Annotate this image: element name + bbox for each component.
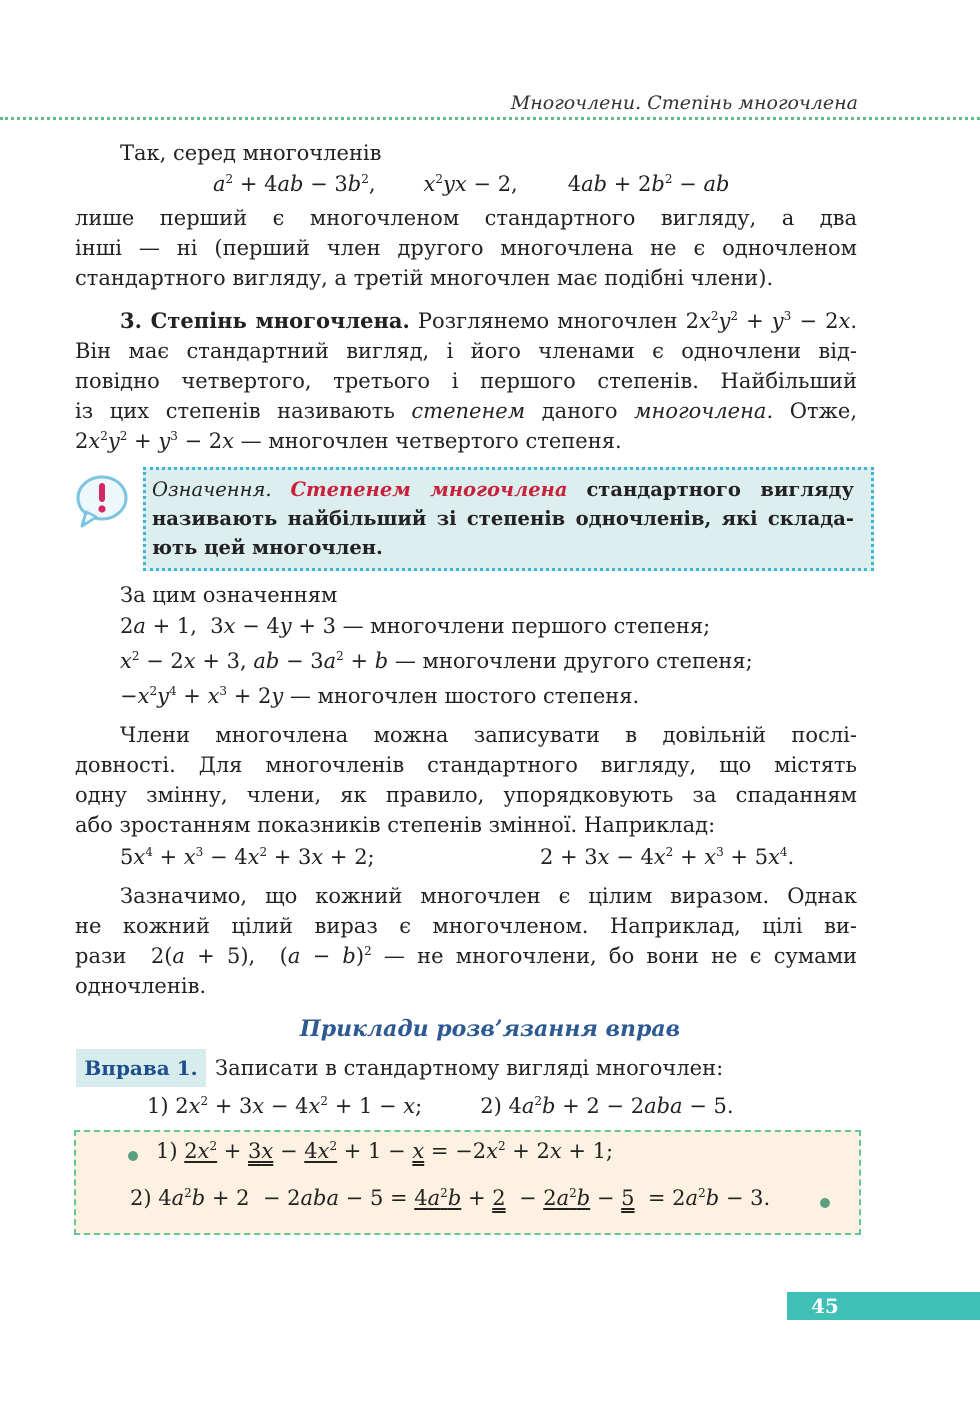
examples-line3: $-x^2y^4 + x^3 + 2y$ — многочлен шостого степеня. [120,684,640,708]
integral-line3: рази 2(a + 5), $(a - b)^2$ — не многочлени, бо вони не є сумами [75,944,858,968]
ordering-line3: одну змінну, члени, як правило, упорядковують за спаданням [75,783,857,807]
examples-line2: $x^2 - 2x + 3$, ab − $3a^2 + b$ — многочлени другого степеня; [120,649,753,673]
ordering-example-asc: $2 + 3x - 4x^2 + x^3 + 5x^4$. [540,845,795,869]
section3-line3: повідно четвертого, третього і першого степенів. Найбільший [75,369,857,393]
exclamation-bubble-icon [74,474,130,530]
definition-term: Степенем многочлена [290,478,568,501]
examples-line1: 2a + 1, 3x − 4y + 3 — многочлени першого степеня; [120,614,711,638]
section3-line5: $2x^2y^2 + y^3 - 2x$ — многочлен четвертого степеня. [75,429,622,453]
intro-polynomials: $a^2 + 4ab - 3b^2$, $x^2yx - 2$, $4ab + 2b^2$ − ab [213,172,730,196]
solution-line2: 2) $4a^2b + 2 - 2aba - 5 = 4a^2b + 2 - 2a^2b - 5 = 2a^2b - 3$. [130,1186,771,1210]
ordering-line2: довності. Для многочленів стандартного вигляду, що містять [75,753,857,777]
examples-intro: За цим означенням [120,583,338,607]
section3-line2: Він має стандартний вигляд, і його членами є одночлени від- [75,339,857,363]
definition-line3: ють цей многочлен. [152,536,383,559]
intro-text-1: лише перший є многочленом стандартного вигляду, а два [75,206,857,230]
solution-end-marker [820,1198,830,1208]
definition-line2: називають найбільший зі степенів одночленів, які склада- [152,507,854,530]
solutions-title: Приклади розв’язання вправ [299,1016,681,1042]
ordering-example-desc: $5x^4 + x^3 - 4x^2 + 3x + 2$; [120,845,375,869]
intro-text-2: інші — ні (перший член другого многочлена не є одночленом [75,236,857,260]
ordering-line4: або зростанням показників степенів змінної. Наприклад: [75,813,716,837]
running-header: Многочлени. Степінь многочлена [510,92,858,114]
intro-text-3: стандартного вигляду, а третій многочлен має подібні члени). [75,266,774,290]
intro-line: Так, серед многочленів [120,141,382,165]
section3-line4: із цих степенів називають степенем даного многочлена. Отже, [75,399,857,423]
page-number: 45 [787,1292,980,1320]
exercise-label: Вправа 1. [76,1049,206,1087]
solution-line1: 1) $2x^2 + 3x - 4x^2 + 1 - x = -2x^2 + 2x + 1$; [156,1139,614,1163]
exercise-items: 1) $2x^2 + 3x - 4x^2 + 1 - x$; 2) $4a^2b + 2 - 2aba - 5$. [147,1094,734,1118]
section-heading: 3. Степінь многочлена. [120,308,410,333]
exercise-task: Записати в стандартному вигляді многочлен: [215,1056,724,1080]
integral-line1: Зазначимо, що кожний многочлен є цілим виразом. Однак [120,884,857,908]
definition-label: Означення. [152,478,272,501]
ordering-line1: Члени многочлена можна записувати в довільній послі- [120,723,857,747]
solution-start-marker [128,1151,138,1161]
integral-line4: одночленів. [75,974,207,998]
integral-line2: не кожний цілий вираз є многочленом. Наприклад, цілі ви- [75,914,857,938]
header-divider [0,117,980,120]
section3-line1: 3. Степінь многочлена. Розглянемо многочлен $2x^2y^2 + y^3 - 2x$. [120,308,858,333]
definition-line1: Означення. Степенем многочлена стандартного вигляду [152,478,854,501]
